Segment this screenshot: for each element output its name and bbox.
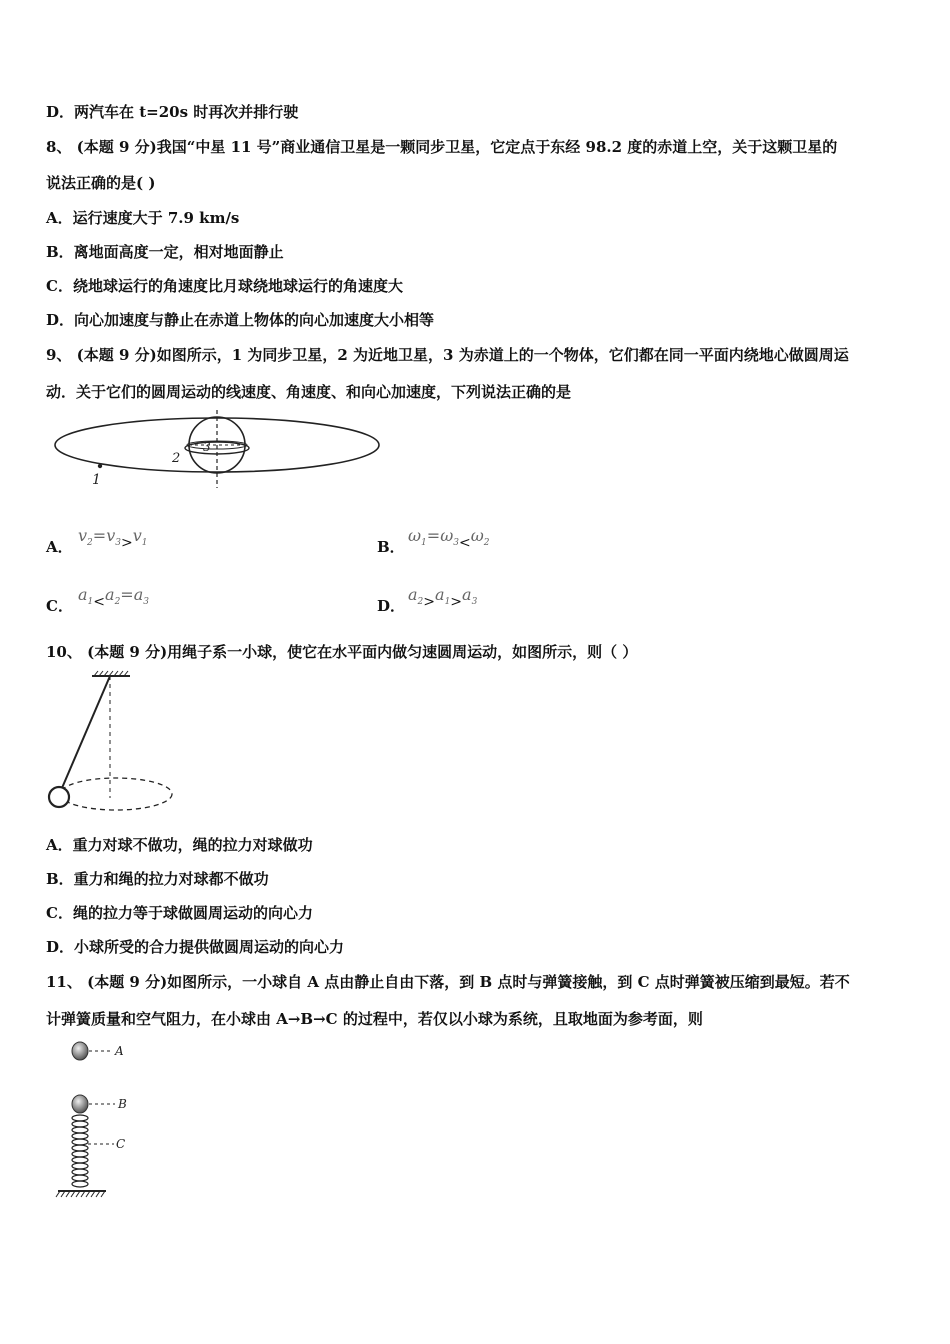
q10-option-d: D．小球所受的合力提供做圆周运动的向心力 bbox=[46, 938, 345, 956]
q10-stem: 10、 (本题 9 分)用绳子系一小球，使它在水平面内做匀速圆周运动，如图所示，则（ ） bbox=[46, 643, 638, 661]
q8-stem-line2: 说法正确的是( ) bbox=[46, 174, 156, 192]
q10-option-b: B．重力和绳的拉力对球都不做功 bbox=[46, 870, 269, 888]
q11-stem-line2: 计弹簧质量和空气阻力，在小球由 A→B→C 的过程中，若仅以小球为系统，且取地面为参考面，则 bbox=[46, 1010, 703, 1028]
q9-option-d-label: D． bbox=[377, 597, 406, 615]
q9-option-a-label: A． bbox=[46, 538, 73, 556]
q8-option-d: D．向心加速度与静止在赤道上物体的向心加速度大小相等 bbox=[46, 311, 435, 329]
q9-option-b-label: B． bbox=[377, 538, 405, 556]
q8-option-c: C．绕地球运行的角速度比月球绕地球运行的角速度大 bbox=[46, 277, 403, 295]
q10-option-a: A．重力对球不做功，绳的拉力对球做功 bbox=[46, 836, 313, 854]
q11-stem-line1: 11、 (本题 9 分)如图所示，一小球自 A 点由静止自由下落，到 B 点时与弹簧接触，到 C 点时弹簧被压缩到最短。若不 bbox=[46, 973, 850, 991]
q10-pendulum-figure bbox=[44, 670, 184, 820]
q9-stem-line2: 动．关于它们的圆周运动的线速度、角速度、和向心加速度，下列说法正确的是 bbox=[46, 383, 572, 401]
fig11-label-c: C bbox=[116, 1137, 126, 1151]
q9-stem-line1: 9、 (本题 9 分)如图所示，1 为同步卫星，2 为近地卫星，3 为赤道上的一个物体，它们都在同一平面内绕地心做圆周运 bbox=[46, 346, 849, 364]
q9-option-b-formula: $\omega_1=\omega_3<\omega_2$ bbox=[408, 526, 490, 551]
q11-spring-figure bbox=[52, 1036, 142, 1206]
q9-option-c-formula: $a_1<a_2=a_3$ bbox=[78, 585, 149, 610]
q8-stem-line1: 8、 (本题 9 分)我国“中星 11 号”商业通信卫星是一颗同步卫星，它定点于东经 98.2 度的赤道上空，关于这颗卫星的 bbox=[46, 138, 838, 156]
q7-option-d: D．两汽车在 t=20s 时再次并排行驶 bbox=[46, 103, 299, 121]
fig9-label-3: 3 bbox=[203, 440, 211, 454]
fig9-label-1: 1 bbox=[92, 472, 101, 488]
fig11-label-a: A bbox=[115, 1044, 124, 1058]
q8-option-b: B．离地面高度一定，相对地面静止 bbox=[46, 243, 284, 261]
q10-option-c: C．绳的拉力等于球做圆周运动的向心力 bbox=[46, 904, 313, 922]
q8-option-a: A．运行速度大于 7.9 km/s bbox=[46, 209, 240, 227]
q9-option-a-formula: $v_2=v_3>v_1$ bbox=[78, 526, 148, 551]
q9-option-d-formula: $a_2>a_1>a_3$ bbox=[408, 585, 478, 610]
q9-orbit-figure bbox=[48, 408, 388, 496]
fig9-label-2: 2 bbox=[172, 451, 181, 466]
q9-option-c-label: C． bbox=[46, 597, 73, 615]
fig11-label-b: B bbox=[118, 1097, 127, 1111]
